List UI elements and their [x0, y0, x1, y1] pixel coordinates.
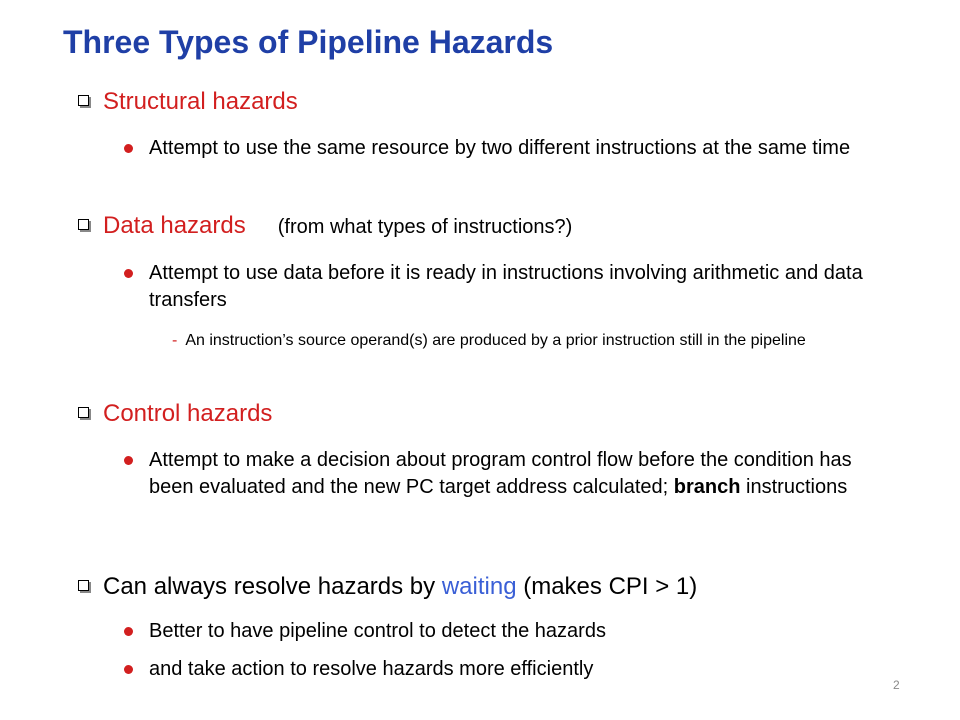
square-bullet-icon [78, 95, 89, 106]
structural-bullet [124, 135, 894, 162]
round-bullet-icon [124, 665, 133, 674]
resolve-bullet-1 [124, 618, 894, 645]
control-bullet-text [149, 447, 894, 501]
round-bullet-icon [124, 269, 133, 278]
square-bullet-icon [78, 219, 89, 230]
square-bullet-icon [78, 407, 89, 418]
resolve-bullet-2-text: and take action to resolve hazards more efficiently [149, 658, 594, 680]
control-bullet-branch: branch [673, 476, 741, 498]
data-subbullet-text: An instruction’s source operand(s) are produced by a prior instruction still in the pipeline [185, 332, 806, 349]
round-bullet-icon [124, 627, 133, 636]
dash-bullet-icon: - [172, 332, 178, 349]
control-heading-row [78, 400, 272, 428]
data-aside: (from what types of instructions?) [277, 216, 573, 238]
resolve-heading-before: Can always resolve hazards by [103, 573, 442, 600]
resolve-heading-row [78, 573, 697, 601]
control-bullet-text-after: instructions [740, 476, 848, 498]
data-subbullet [172, 329, 852, 353]
data-heading: Data hazards [103, 212, 246, 239]
square-bullet-icon [78, 580, 89, 591]
data-bullet-text: Attempt to use data before it is ready in instructions involving arithmetic and data transfers [149, 262, 863, 311]
structural-heading-row [78, 88, 298, 116]
round-bullet-icon [124, 456, 133, 465]
resolve-bullet-2 [124, 656, 894, 683]
page-number: 2 [893, 678, 900, 692]
control-bullet [124, 447, 894, 501]
control-bullet-text-before: Attempt to make a decision about program control flow before the condition has been evaluated and the new PC target address calculated; [149, 449, 852, 498]
structural-bullet-text: Attempt to use the same resource by two different instructions at the same time [149, 137, 851, 159]
resolve-heading-after: (makes CPI > 1) [516, 573, 698, 600]
resolve-heading [103, 573, 697, 601]
data-heading-row [78, 212, 572, 240]
resolve-heading-waiting: waiting [441, 573, 517, 600]
resolve-bullet-1-text: Better to have pipeline control to detect the hazards [149, 620, 606, 642]
slide-title: Three Types of Pipeline Hazards [63, 24, 554, 60]
control-heading: Control hazards [103, 400, 273, 427]
structural-heading: Structural hazards [103, 88, 298, 115]
data-bullet [124, 260, 894, 314]
round-bullet-icon [124, 144, 133, 153]
